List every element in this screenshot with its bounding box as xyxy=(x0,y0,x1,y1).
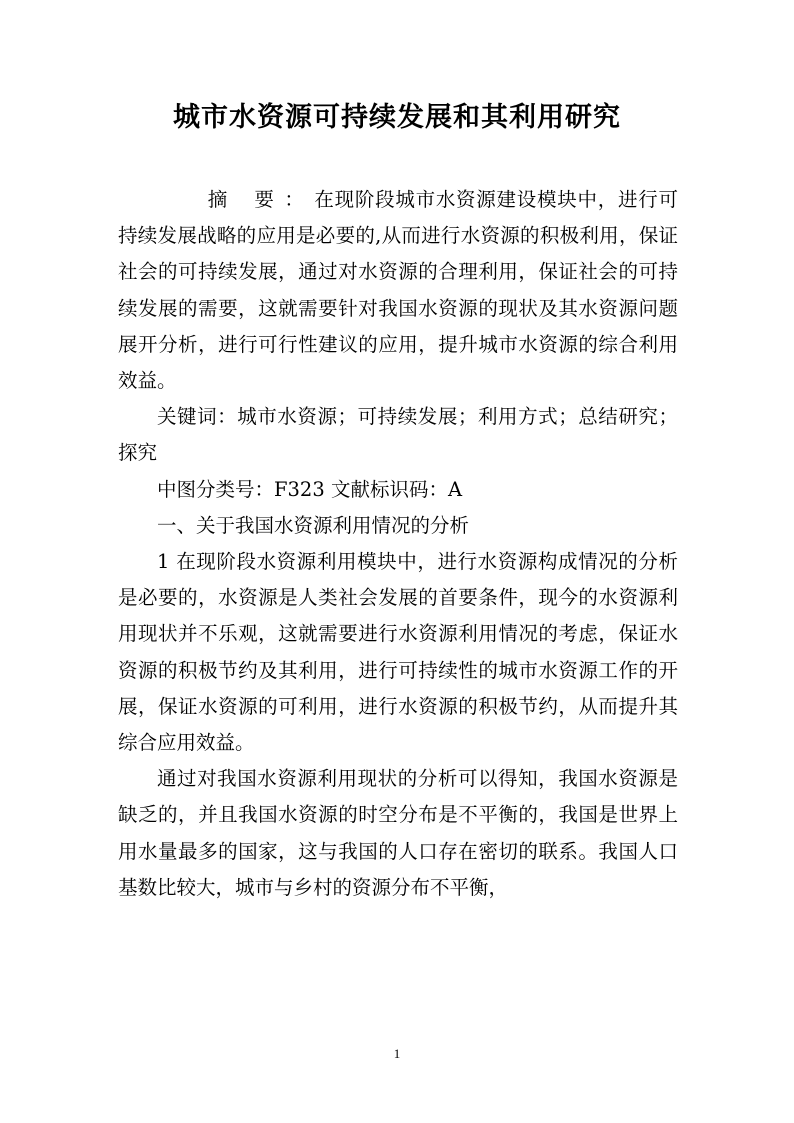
body-paragraph-1: 1 在现阶段水资源利用模块中，进行水资源构成情况的分析是必要的，水资源是人类社会发展的首要条件，现今的水资源利用现状并不乐观，这就需要进行水资源利用情况的考虑，保证水资源的积极节约及其利用，进行可持续性的城市水资源工作的开展，保证水资源的可利用，进行水资源的积极节约，从而提升其综合应用效益。 xyxy=(118,550,678,755)
keywords-paragraph: 关键词：城市水资源；可持续发展；利用方式；总结研究；探究 xyxy=(118,405,678,465)
document-title: 城市水资源可持续发展和其利用研究 xyxy=(173,102,621,133)
section-heading: 一、关于我国水资源利用情况的分析 xyxy=(157,513,470,537)
abstract-paragraph xyxy=(118,182,678,399)
body-paragraph-2: 通过对我国水资源利用现状的分析可以得知，我国水资源是缺乏的，并且我国水资源的时空分布是不平衡的，我国是世界上用水量最多的国家，这与我国的人口存在密切的联系。我国人口基数比较大，城市与乡村的资源分布不平衡， xyxy=(118,767,678,899)
abstract-text: 在现阶段城市水资源建设模块中，进行可持续发展战略的应用是必要的,从而进行水资源的积极利用，保证社会的可持续发展，通过对水资源的合理利用，保证社会的可持续发展的需要，这就需要针对我国水资源的现状及其水资源问题展开分析，进行可行性建议的应用，提升城市水资源的综合利用效益。 xyxy=(118,188,678,393)
page-number: 1 xyxy=(393,1046,401,1061)
classification-paragraph: 中图分类号：F323 文献标识码：A xyxy=(157,477,463,501)
abstract-label: 摘 要： xyxy=(207,188,315,211)
document-body xyxy=(118,182,678,906)
